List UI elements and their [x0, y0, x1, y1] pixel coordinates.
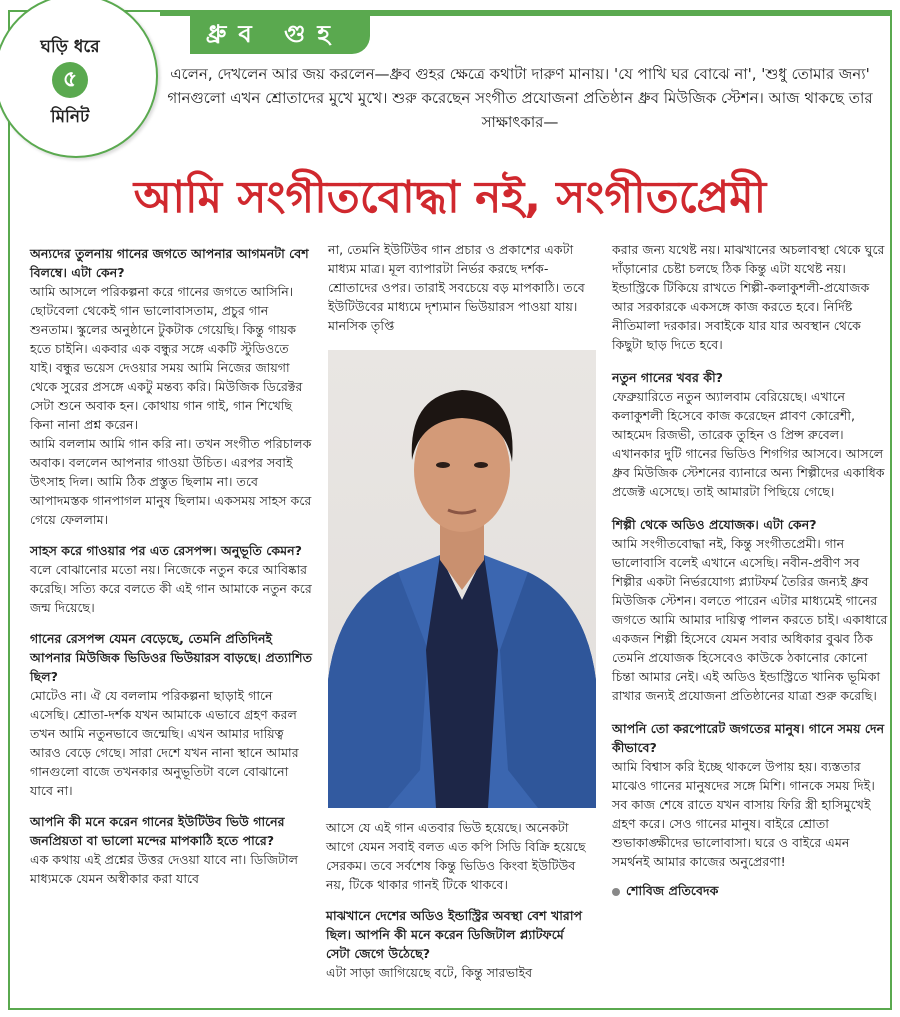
column-3 [612, 240, 890, 908]
section-tab: ধ্রুব গুহ [190, 14, 370, 54]
answer: ফেব্রুয়ারিতে নতুন অ্যালবাম বেরিয়েছে। এখানে কলাকুশলী হিসেবে কাজ করেছেন প্লাবণ কোরেশী, আহমেদ রিজভী, তারেক তুহিন ও প্রিন্স রুবেল। এখানকার দুটি গানের ভিডিও শিগগির আসবে। আসলে ধ্রুব মিউজিক স্টেশনের ব্যানারে অন্য শিল্পীদের একাধিক প্রজেক্ট এসেছে। তাই আমারটা পিছিয়ে গেছে। [612, 389, 885, 499]
portrait-photo [328, 350, 596, 808]
question: অন্যদের তুলনায় গানের জগতে আপনার আগমনটা বেশ বিলম্বে। এটা কেন? [30, 246, 309, 280]
question: সাহস করে গাওয়ার পর এত রেসপন্স। অনুভূতি কেমন? [30, 543, 302, 558]
column-2-top [328, 240, 596, 343]
question: নতুন গানের খবর কী? [612, 370, 723, 385]
answer: আমি বললাম আমি গান করি না। তখন সংগীত পরিচালক অবাক। বললেন আপনার গাওয়া উচিত। এরপর সবাই উৎসাহ দিল। আমি ঠিক প্রস্তুত ছিলাম না। তবে আপাদমস্তক গানপাগল মানুষ ছিলাম। একসময় সাহস করে গেয়ে ফেললাম। [30, 436, 312, 527]
answer: এক কথায় এই প্রশ্নের উত্তর দেওয়া যাবে না। ডিজিটাল মাধ্যমকে যেমন অস্বীকার করা যাবে [30, 852, 298, 886]
answer: আমি আসলে পরিকল্পনা করে গানের জগতে আসিনি। ছোটবেলা থেকেই গান ভালোবাসতাম, প্রচুর গান শুনতাম। স্কুলের অনুষ্ঠানে টুকটাক গেয়েছি। কিন্তু গায়ক হতে চাইনি। একবার এক বন্ধুর সঙ্গে একটি স্টুডিওতে যাই। বন্ধুর ভয়েস দেওয়ার সময় আমি নিজের জায়গা থেকে সুরের প্রসঙ্গে একটু মন্তব্য করি। মিউজিক ডিরেক্টর সেটা শুনে অবাক হন। কোথায় গান গাই, গান শিখেছি কিনা নানা প্রশ্ন করেন। [30, 284, 303, 432]
question: আপনি তো করপোরেট জগতের মানুষ। গানে সময় দেন কীভাবে? [612, 721, 885, 755]
badge-top-text: ঘড়ি ধরে [40, 37, 100, 57]
answer: আসে যে এই গান এতবার ভিউ হয়েছে। অনেকটা আগে যেমন সবাই বলত এত কপি সিডি বিক্রি হয়েছে সেরকম। তবে সর্বশেষ কিন্তু ভিডিও কিংবা ইউটিউব নয়, টিকে থাকার গানই টিকে থাকবে। [326, 820, 586, 892]
answer: মোটেও না। ঐ যে বললাম পরিকল্পনা ছাড়াই গানে এসেছি। শ্রোতা-দর্শক যখন আমাকে এভাবে গ্রহণ করল তখন আমি নতুনভাবে জন্মেছি। এখন আমার দায়িত্ব আরও বেড়ে গেছে। সারা দেশে যখন নানা স্থানে আমার গানগুলো বাজে তখনকার অনুভূতিটা বলে বোঝানো যাবে না। [30, 688, 299, 798]
answer: আমি বিশ্বাস করি ইচ্ছে থাকলে উপায় হয়। ব্যস্ততার মাঝেও গানের মানুষদের সঙ্গে মিশি। গানকে সময় দিই। সব কাজ শেষে রাতে যখন বাসায় ফিরি স্ত্রী হাসিমুখেই গ্রহণ করে। সেও গানের মানুষ। বাইরে শ্রোতা শুভাকাঙ্ক্ষীদের ভালোবাসা। ঘরে ও বাইরে এমন সমর্থনই আমার কাজের অনুপ্রেরণা! [612, 759, 875, 869]
bullet-icon [612, 888, 620, 896]
badge-number: ৫ [52, 62, 88, 98]
question: শিল্পী থেকে অডিও প্রযোজক। এটা কেন? [612, 517, 817, 532]
answer: আমি সংগীতবোদ্ধা নই, কিন্তু সংগীতপ্রেমী। গান ভালোবাসি বলেই এখানে এসেছি। নবীন-প্রবীণ সব শিল্পীর একটা নির্ভরযোগ্য প্ল্যাটফর্ম তৈরির জন্যই ধ্রুব মিউজিক স্টেশন। বলতে পারেন এটার মাধ্যমেই গানের জগতে আমি আমার দায়িত্ব পালন করতে চাই। একাধারে একজন শিল্পী হিসেবে যেমন সবার অধিকার বুঝব ঠিক তেমনি প্রযোজক হিসেবেও কাউকে ঠকানোর কোনো চিন্তা আমার নেই। এই অডিও ইন্ডাস্ট্রিতে খানিক ভূমিকা রাখার জন্যই প্রযোজনা প্রতিষ্ঠানের যাত্রা শুরু করেছি। [612, 536, 888, 703]
badge-bottom-text: মিনিট [50, 107, 90, 127]
answer: বলে বোঝানোর মতো নয়। নিজেকে নতুন করে আবিষ্কার করেছি। সত্যি করে বলতে কী এই গান আমাকে নতুন করে জন্ম দিয়েছে। [30, 562, 312, 615]
question: গানের রেসপন্স যেমন বেড়েছে, তেমনি প্রতিদিনই আপনার মিউজিক ভিডিওর ভিউয়ারস বাড়ছে। প্রত্যাশিত ছিল? [30, 631, 313, 684]
question: আপনি কী মনে করেন গানের ইউটিউব ভিউ গানের জনপ্রিয়তা বা ভালো মন্দের মাপকাঠি হতে পারে? [30, 814, 285, 848]
byline [612, 881, 890, 900]
answer: না, তেমনি ইউটিউব গান প্রচার ও প্রকাশের একটা মাধ্যম মাত্র। মূল ব্যাপারটা নির্ভর করছে দর্শক-শ্রোতাদের ওপর। তারাই সবচেয়ে বড় মাপকাঠি। তবে ইউটিউবের মাধ্যমে দৃশ্যমান ভিউয়ারস পাওয়া যায়। মানসিক তৃপ্তি [328, 242, 585, 333]
answer: এটা সাড়া জাগিয়েছে বটে, কিন্তু সারভাইব [326, 965, 533, 980]
headline: আমি সংগীতবোদ্ধা নই, সংগীতপ্রেমী [133, 172, 767, 223]
column-1 [30, 244, 314, 896]
question: মাঝখানে দেশের অডিও ইন্ডাস্ট্রির অবস্থা বেশ খারাপ ছিল। আপনি কী মনে করেন ডিজিটাল প্ল্যাটফর্মে সেটা জেগে উঠেছে? [326, 908, 583, 961]
answer: করার জন্য যথেষ্ট নয়। মাঝখানের অচলাবস্থা থেকে ঘুরে দাঁড়ানোর চেষ্টা চলছে ঠিক কিন্তু এটা যথেষ্ট নয়। ইন্ডাস্ট্রিকে টিকিয়ে রাখতে শিল্পী-কলাকুশলী-প্রযোজক আর সরকারকে একসঙ্গে কাজ করতে হবে। নির্দিষ্ট নীতিমালা দরকার। সবাইকে যার যার অবস্থান থেকে কিছুটা ছাড় দিতে হবে। [612, 242, 885, 352]
byline-text: শোবিজ প্রতিবেদক [626, 883, 719, 898]
column-2-bottom [326, 818, 592, 990]
intro-text: এলেন, দেখলেন আর জয় করলেন—ধ্রুব গুহর ক্ষেত্রে কথাটা দারুণ মানায়। 'যে পাখি ঘর বোঝে না', 'শুধু তোমার জন্য' গানগুলো এখন শ্রোতাদের মুখে মুখে। শুরু করেছেন সংগীত প্রযোজনা প্রতিষ্ঠান ধ্রুব মিউজিক স্টেশন। আজ থাকছে তার সাক্ষাৎকার— [167, 65, 873, 131]
